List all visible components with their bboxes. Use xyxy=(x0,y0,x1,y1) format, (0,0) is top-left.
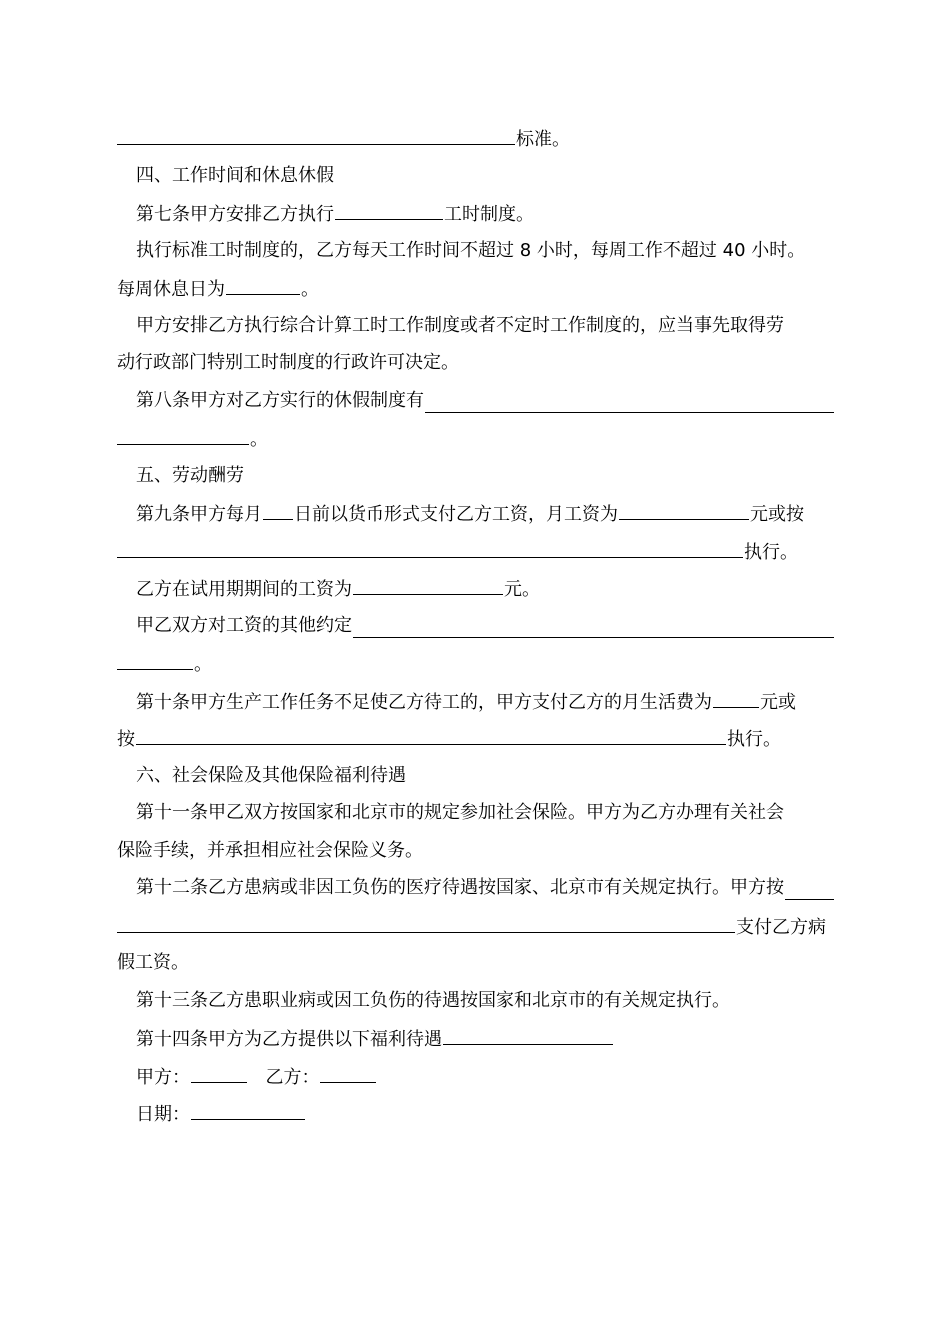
article-7: 第七条甲方安排乙方执行 工时制度。 xyxy=(136,201,835,227)
article-12-cont: 支付乙方病 xyxy=(117,914,835,940)
comprehensive-hours-paragraph: 甲方安排乙方执行综合计算工时工作制度或者不定时工作制度的，应当事先取得劳 xyxy=(136,315,784,336)
article-12: 第十二条乙方患病或非因工负伤的医疗待遇按国家、北京市有关规定执行。甲方按 xyxy=(136,876,835,900)
date-line xyxy=(136,1101,835,1127)
fill-blank[interactable] xyxy=(117,126,515,145)
fill-blank[interactable] xyxy=(117,651,193,670)
comprehensive-hours-paragraph-cont: 动行政部门特别工时制度的行政许可决定。 xyxy=(117,352,459,373)
party-a-label: 甲方： xyxy=(136,1067,190,1088)
article-11-cont: 保险手续，并承担相应社会保险义务。 xyxy=(117,840,423,861)
fill-blank[interactable] xyxy=(117,914,735,933)
article-12-end: 假工资。 xyxy=(117,952,189,973)
fill-blank[interactable] xyxy=(117,426,249,445)
standard-hours-paragraph: 执行标准工时制度的，乙方每天工作时间不超过 8 小时，每周工作不超过 40 小时。 xyxy=(136,240,806,261)
party-b-label: 乙方： xyxy=(265,1067,320,1088)
article-11: 第十一条甲乙双方按国家和北京市的规定参加社会保险。甲方为乙方办理有关社会 xyxy=(136,802,784,823)
section-heading-pay: 五、劳动酬劳 xyxy=(136,465,244,486)
fill-blank[interactable] xyxy=(117,539,743,558)
article-13: 第十三条乙方患职业病或因工负伤的待遇按国家和北京市的有关规定执行。 xyxy=(136,990,730,1011)
fill-blank[interactable] xyxy=(353,619,834,638)
fill-blank[interactable] xyxy=(136,726,726,745)
date-field[interactable] xyxy=(191,1101,305,1120)
fill-blank[interactable] xyxy=(353,576,503,595)
article-9-cont: 执行。 xyxy=(117,539,835,565)
signature-line xyxy=(136,1064,835,1090)
party-a-signature-field[interactable] xyxy=(191,1064,247,1083)
fill-blank[interactable] xyxy=(263,501,293,520)
fill-blank[interactable] xyxy=(335,201,443,220)
party-b-signature-field[interactable] xyxy=(320,1064,376,1083)
fill-blank[interactable] xyxy=(713,689,759,708)
line-standard: 标准。 xyxy=(117,126,835,152)
fill-blank[interactable] xyxy=(226,276,300,295)
other-pay-terms-cont: 。 xyxy=(117,651,835,677)
section-heading-insurance: 六、社会保险及其他保险福利待遇 xyxy=(136,765,406,786)
date-label: 日期： xyxy=(136,1104,190,1125)
fill-blank[interactable] xyxy=(785,881,834,900)
weekly-rest-line: 每周休息日为 。 xyxy=(117,276,835,302)
section-heading-work-hours: 四、工作时间和休息休假 xyxy=(136,165,334,186)
article-9: 第九条甲方每月 日前以货币形式支付乙方工资，月工资为 元或按 xyxy=(136,501,835,527)
fill-blank[interactable] xyxy=(443,1026,613,1045)
article-10-cont: 按 执行。 xyxy=(117,726,835,752)
article-8: 第八条甲方对乙方实行的休假制度有 xyxy=(136,389,835,413)
other-pay-terms: 甲乙双方对工资的其他约定 xyxy=(136,614,835,638)
article-10: 第十条甲方生产工作任务不足使乙方待工的，甲方支付乙方的月生活费为 元或 xyxy=(136,689,835,715)
article-14: 第十四条甲方为乙方提供以下福利待遇 xyxy=(136,1026,835,1052)
fill-blank[interactable] xyxy=(425,394,834,413)
probation-pay: 乙方在试用期期间的工资为 元。 xyxy=(136,576,835,602)
article-8-cont: 。 xyxy=(117,426,835,452)
fill-blank[interactable] xyxy=(619,501,749,520)
